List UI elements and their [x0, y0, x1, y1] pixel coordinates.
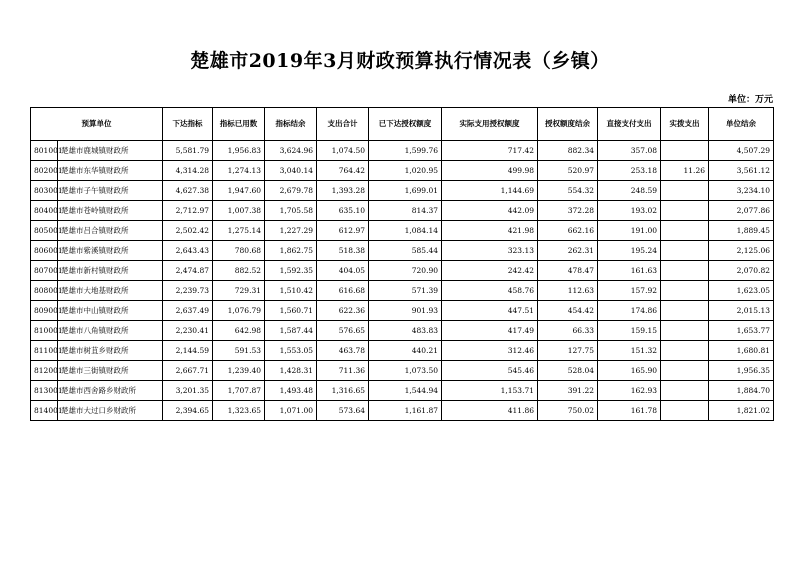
- value-cell: 780.68: [213, 241, 265, 261]
- value-cell: 193.02: [598, 201, 661, 221]
- value-cell: 1,493.48: [265, 381, 317, 401]
- column-header: 指标已用数: [213, 108, 265, 141]
- column-header: 实际支用授权额度: [442, 108, 538, 141]
- value-cell: 442.09: [442, 201, 538, 221]
- value-cell: 717.42: [442, 141, 538, 161]
- value-cell: 3,561.12: [709, 161, 774, 181]
- value-cell: 1,161.87: [369, 401, 442, 421]
- value-cell: 729.31: [213, 281, 265, 301]
- value-cell: 127.75: [538, 341, 598, 361]
- value-cell: 463.78: [317, 341, 369, 361]
- table-row: [31, 221, 774, 241]
- value-cell: 635.10: [317, 201, 369, 221]
- value-cell: 161.63: [598, 261, 661, 281]
- value-cell: 195.24: [598, 241, 661, 261]
- value-cell: 1,020.95: [369, 161, 442, 181]
- value-cell: 585.44: [369, 241, 442, 261]
- unit-name-cell: 楚雄市大过口乡财政所: [58, 401, 163, 421]
- column-header: 预算单位: [31, 108, 163, 141]
- value-cell: 1,889.45: [709, 221, 774, 241]
- value-cell: 4,314.28: [163, 161, 213, 181]
- table-row: [31, 181, 774, 201]
- unit-code-cell: 812001: [31, 361, 58, 381]
- value-cell: 1,316.65: [317, 381, 369, 401]
- value-cell: 1,884.70: [709, 381, 774, 401]
- value-cell: 1,862.75: [265, 241, 317, 261]
- value-cell: 165.90: [598, 361, 661, 381]
- value-cell: 159.15: [598, 321, 661, 341]
- value-cell: 248.59: [598, 181, 661, 201]
- value-cell: 1,239.40: [213, 361, 265, 381]
- unit-name-cell: 楚雄市苍岭镇财政所: [58, 201, 163, 221]
- unit-name-cell: 楚雄市紫溪镇财政所: [58, 241, 163, 261]
- value-cell: 2,077.86: [709, 201, 774, 221]
- value-cell: [661, 201, 709, 221]
- table-row: [31, 381, 774, 401]
- value-cell: 1,592.35: [265, 261, 317, 281]
- unit-code-cell: 802001: [31, 161, 58, 181]
- value-cell: 440.21: [369, 341, 442, 361]
- value-cell: [661, 241, 709, 261]
- value-cell: 1,699.01: [369, 181, 442, 201]
- unit-code-cell: 803001: [31, 181, 58, 201]
- value-cell: 2,239.73: [163, 281, 213, 301]
- value-cell: 545.46: [442, 361, 538, 381]
- value-cell: 554.32: [538, 181, 598, 201]
- value-cell: 5,581.79: [163, 141, 213, 161]
- unit-name-cell: 楚雄市鹿城镇财政所: [58, 141, 163, 161]
- table-row: [31, 301, 774, 321]
- value-cell: 157.92: [598, 281, 661, 301]
- value-cell: 1,323.65: [213, 401, 265, 421]
- unit-code-cell: 804001: [31, 201, 58, 221]
- value-cell: 242.42: [442, 261, 538, 281]
- value-cell: 1,956.35: [709, 361, 774, 381]
- table-row: [31, 201, 774, 221]
- value-cell: 616.68: [317, 281, 369, 301]
- value-cell: 417.49: [442, 321, 538, 341]
- value-cell: 391.22: [538, 381, 598, 401]
- value-cell: 2,144.59: [163, 341, 213, 361]
- value-cell: 1,510.42: [265, 281, 317, 301]
- value-cell: 1,074.50: [317, 141, 369, 161]
- unit-name-cell: 楚雄市大地基财政所: [58, 281, 163, 301]
- column-header: 单位结余: [709, 108, 774, 141]
- column-header: 已下达授权额度: [369, 108, 442, 141]
- value-cell: [661, 321, 709, 341]
- unit-name-cell: 楚雄市西舍路乡财政所: [58, 381, 163, 401]
- value-cell: 1,956.83: [213, 141, 265, 161]
- value-cell: 750.02: [538, 401, 598, 421]
- column-header: 指标结余: [265, 108, 317, 141]
- column-header: 授权额度结余: [538, 108, 598, 141]
- value-cell: 411.86: [442, 401, 538, 421]
- value-cell: 1,227.29: [265, 221, 317, 241]
- table-row: [31, 341, 774, 361]
- value-cell: 2,502.42: [163, 221, 213, 241]
- value-cell: 1,275.14: [213, 221, 265, 241]
- value-cell: [661, 341, 709, 361]
- column-header: 直接支付支出: [598, 108, 661, 141]
- value-cell: 591.53: [213, 341, 265, 361]
- value-cell: 1,821.02: [709, 401, 774, 421]
- unit-name-cell: 楚雄市新村镇财政所: [58, 261, 163, 281]
- value-cell: 404.05: [317, 261, 369, 281]
- value-cell: 483.83: [369, 321, 442, 341]
- value-cell: 720.90: [369, 261, 442, 281]
- value-cell: 1,071.00: [265, 401, 317, 421]
- unit-name-cell: 楚雄市三街镇财政所: [58, 361, 163, 381]
- value-cell: 1,680.81: [709, 341, 774, 361]
- value-cell: 1,393.28: [317, 181, 369, 201]
- value-cell: 1,274.13: [213, 161, 265, 181]
- value-cell: 454.42: [538, 301, 598, 321]
- value-cell: 2,712.97: [163, 201, 213, 221]
- value-cell: 357.08: [598, 141, 661, 161]
- value-cell: 1,144.69: [442, 181, 538, 201]
- header-row: [31, 108, 774, 141]
- value-cell: 573.64: [317, 401, 369, 421]
- value-cell: 447.51: [442, 301, 538, 321]
- value-cell: 253.18: [598, 161, 661, 181]
- value-cell: 458.76: [442, 281, 538, 301]
- value-cell: 312.46: [442, 341, 538, 361]
- value-cell: 2,474.87: [163, 261, 213, 281]
- value-cell: 11.26: [661, 161, 709, 181]
- value-cell: [661, 301, 709, 321]
- value-cell: [661, 261, 709, 281]
- value-cell: 191.00: [598, 221, 661, 241]
- unit-name-cell: 楚雄市东华镇财政所: [58, 161, 163, 181]
- value-cell: 151.32: [598, 341, 661, 361]
- value-cell: 161.78: [598, 401, 661, 421]
- table-row: [31, 321, 774, 341]
- value-cell: 478.47: [538, 261, 598, 281]
- value-cell: 711.36: [317, 361, 369, 381]
- unit-code-cell: 814001: [31, 401, 58, 421]
- value-cell: 372.28: [538, 201, 598, 221]
- table-row: [31, 361, 774, 381]
- value-cell: 3,040.14: [265, 161, 317, 181]
- value-cell: 882.34: [538, 141, 598, 161]
- value-cell: 66.33: [538, 321, 598, 341]
- value-cell: 1,084.14: [369, 221, 442, 241]
- unit-code-cell: 807001: [31, 261, 58, 281]
- value-cell: 528.04: [538, 361, 598, 381]
- value-cell: 571.39: [369, 281, 442, 301]
- value-cell: 2,667.71: [163, 361, 213, 381]
- column-header: 下达指标: [163, 108, 213, 141]
- table-row: [31, 261, 774, 281]
- unit-code-cell: 811001: [31, 341, 58, 361]
- value-cell: 1,076.79: [213, 301, 265, 321]
- value-cell: 4,507.29: [709, 141, 774, 161]
- value-cell: 1,653.77: [709, 321, 774, 341]
- table-row: [31, 161, 774, 181]
- value-cell: [661, 181, 709, 201]
- value-cell: 1,544.94: [369, 381, 442, 401]
- value-cell: 262.31: [538, 241, 598, 261]
- table-row: [31, 141, 774, 161]
- unit-code-cell: 813001: [31, 381, 58, 401]
- value-cell: 518.38: [317, 241, 369, 261]
- value-cell: 576.65: [317, 321, 369, 341]
- value-cell: 174.86: [598, 301, 661, 321]
- unit-name-cell: 楚雄市树苴乡财政所: [58, 341, 163, 361]
- value-cell: 1,560.71: [265, 301, 317, 321]
- column-header: 实拨支出: [661, 108, 709, 141]
- value-cell: 421.98: [442, 221, 538, 241]
- value-cell: 1,947.60: [213, 181, 265, 201]
- value-cell: 642.98: [213, 321, 265, 341]
- value-cell: 323.13: [442, 241, 538, 261]
- value-cell: 901.93: [369, 301, 442, 321]
- value-cell: 2,125.06: [709, 241, 774, 261]
- value-cell: [661, 361, 709, 381]
- value-cell: 1,587.44: [265, 321, 317, 341]
- value-cell: 2,637.49: [163, 301, 213, 321]
- value-cell: 2,679.78: [265, 181, 317, 201]
- table-row: [31, 281, 774, 301]
- value-cell: [661, 281, 709, 301]
- unit-code-cell: 805001: [31, 221, 58, 241]
- unit-name-cell: 楚雄市八角镇财政所: [58, 321, 163, 341]
- value-cell: 1,007.38: [213, 201, 265, 221]
- value-cell: 2,230.41: [163, 321, 213, 341]
- value-cell: 882.52: [213, 261, 265, 281]
- value-cell: 662.16: [538, 221, 598, 241]
- value-cell: 520.97: [538, 161, 598, 181]
- unit-code-cell: 801001: [31, 141, 58, 161]
- value-cell: [661, 141, 709, 161]
- value-cell: 499.98: [442, 161, 538, 181]
- value-cell: 112.63: [538, 281, 598, 301]
- value-cell: 1,553.05: [265, 341, 317, 361]
- value-cell: 2,394.65: [163, 401, 213, 421]
- value-cell: 1,599.76: [369, 141, 442, 161]
- value-cell: 622.36: [317, 301, 369, 321]
- value-cell: 612.97: [317, 221, 369, 241]
- value-cell: 1,705.58: [265, 201, 317, 221]
- budget-table: [30, 107, 774, 421]
- value-cell: 3,234.10: [709, 181, 774, 201]
- value-cell: [661, 221, 709, 241]
- table-row: [31, 401, 774, 421]
- unit-label: 单位：万元: [727, 95, 773, 105]
- unit-code-cell: 806001: [31, 241, 58, 261]
- unit-name-cell: 楚雄市吕合镇财政所: [58, 221, 163, 241]
- value-cell: 1,623.05: [709, 281, 774, 301]
- unit-name-cell: 楚雄市子午镇财政所: [58, 181, 163, 201]
- value-cell: 2,070.82: [709, 261, 774, 281]
- value-cell: 2,015.13: [709, 301, 774, 321]
- value-cell: 764.42: [317, 161, 369, 181]
- unit-name-cell: 楚雄市中山镇财政所: [58, 301, 163, 321]
- value-cell: 2,643.43: [163, 241, 213, 261]
- table-row: [31, 241, 774, 261]
- value-cell: 4,627.38: [163, 181, 213, 201]
- unit-code-cell: 810001: [31, 321, 58, 341]
- unit-code-cell: 808001: [31, 281, 58, 301]
- unit-code-cell: 809001: [31, 301, 58, 321]
- value-cell: 162.93: [598, 381, 661, 401]
- value-cell: 1,707.87: [213, 381, 265, 401]
- page-title: 楚雄市2019年3月财政预算执行情况表（乡镇）: [190, 50, 610, 72]
- value-cell: [661, 401, 709, 421]
- value-cell: 814.37: [369, 201, 442, 221]
- value-cell: 3,201.35: [163, 381, 213, 401]
- column-header: 支出合计: [317, 108, 369, 141]
- value-cell: 3,624.96: [265, 141, 317, 161]
- value-cell: [661, 381, 709, 401]
- value-cell: 1,073.50: [369, 361, 442, 381]
- value-cell: 1,428.31: [265, 361, 317, 381]
- value-cell: 1,153.71: [442, 381, 538, 401]
- table-body: [31, 141, 774, 421]
